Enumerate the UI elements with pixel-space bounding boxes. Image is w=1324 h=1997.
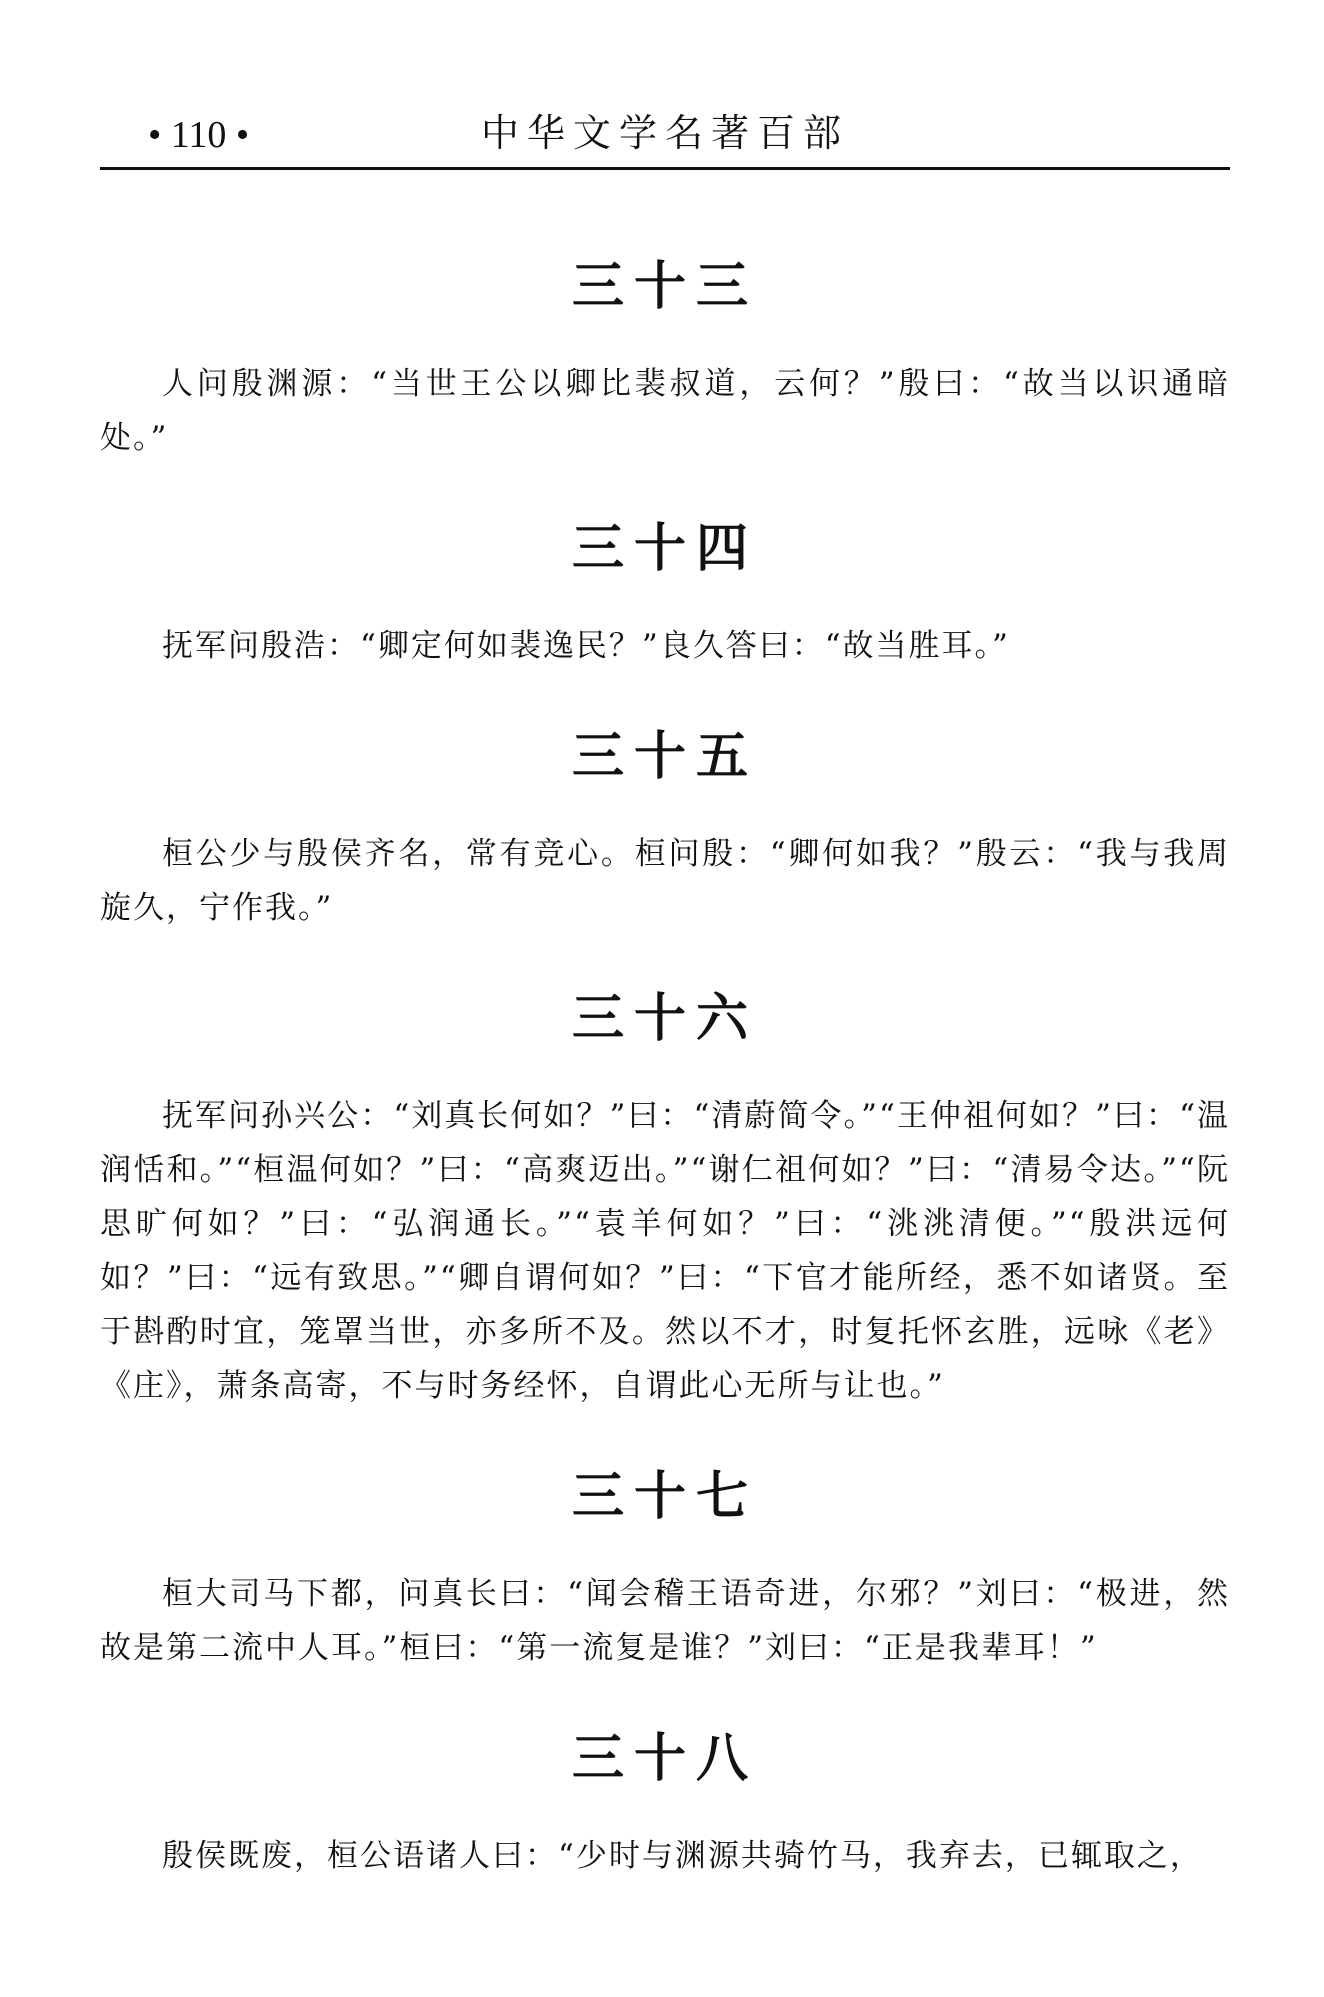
section-36 [100, 987, 1230, 1413]
section-title: 三十八 [571, 1729, 758, 1789]
book-title: 中华文学名著百部 [480, 111, 849, 155]
section-paragraph: 桓大司马下都，问真长曰：“闻会稽王语奇进，尔邪？”刘曰：“极进，然故是第二流中人耳。”桓曰：“第一流复是谁？”刘曰：“正是我辈耳！” [100, 1576, 1230, 1666]
section-title: 三十三 [571, 257, 758, 317]
section-34 [100, 517, 1230, 673]
section-35 [100, 725, 1230, 935]
section-paragraph: 抚军问孙兴公：“刘真长何如？”曰：“清蔚简令。”“王仲祖何如？”曰：“温润恬和。”“桓温何如？”曰：“高爽迈出。”“谢仁祖何如？”曰：“清易令达。”“阮思旷何如？”曰：“弘润通长。”“袁羊何如？”曰：“洮洮清便。”“殷洪远何如？”曰：“远有致思。”“卿自谓何如？”曰：“下官才能所经，悉不如诸贤。至于斟酌时宜，笼罩当世，亦多所不及。然以不才，时复托怀玄胜，远咏《老》《庄》，萧条高寄，不与时务经怀，自谓此心无所与让也。” [100, 1098, 1230, 1404]
section-title: 三十七 [571, 1467, 758, 1527]
section-33 [100, 255, 1230, 465]
section-37 [100, 1465, 1230, 1675]
section-paragraph: 人问殷渊源：“当世王公以卿比裴叔道，云何？”殷曰：“故当以识通暗处。” [100, 366, 1230, 456]
section-paragraph: 抚军问殷浩：“卿定何如裴逸民？”良久答曰：“故当胜耳。” [162, 628, 1010, 664]
page-header [100, 100, 1230, 170]
section-paragraph: 桓公少与殷侯齐名，常有竞心。桓问殷：“卿何如我？”殷云：“我与我周旋久，宁作我。” [100, 836, 1230, 926]
section-paragraph: 殷侯既废，桓公语诸人曰：“少时与渊源共骑竹马，我弃去，已辄取之， [162, 1838, 1203, 1874]
page-number: • 110 • [148, 114, 250, 156]
section-38 [100, 1727, 1230, 1883]
section-title: 三十四 [571, 519, 758, 579]
page-body [100, 255, 1230, 1883]
section-title: 三十六 [571, 989, 758, 1049]
section-title: 三十五 [571, 727, 758, 787]
